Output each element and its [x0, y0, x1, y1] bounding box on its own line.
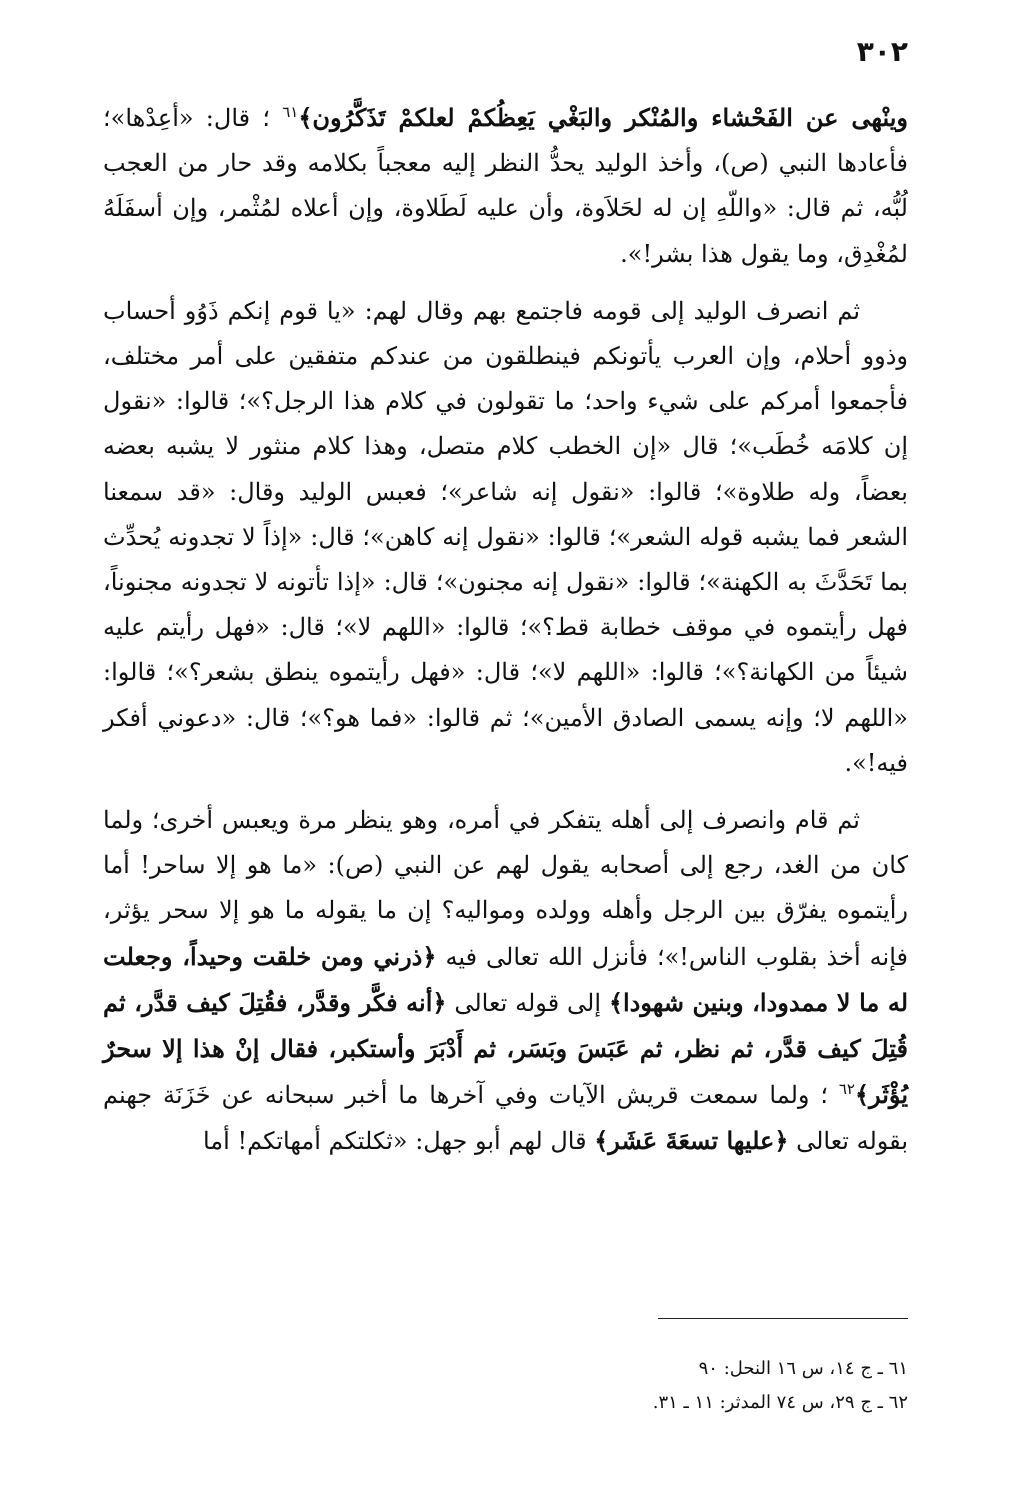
- footnote-62: ٦٢ ـ ج ٢٩، س ٧٤ المدثر: ١١ ـ ٣١.: [652, 1392, 908, 1413]
- footnote-divider: [658, 1318, 908, 1319]
- page-number: ٣٠٢: [856, 35, 908, 68]
- paragraph-text: إلى قوله تعالى: [454, 988, 602, 1017]
- quran-verse: ﴿أنه فكَّر وقدَّر، فقُتِلَ كيف قدَّر، ثم قُتِلَ كيف قدَّر، ثم نظر، ثم عَبَسَ وبَسَر، ثم أَدْبَرَ وأستكبر، فقال إنْ هذا إلا سحرٌ يُؤْثَر﴾: [103, 987, 908, 1110]
- footnote-reference[interactable]: ٦٢: [838, 1080, 855, 1099]
- paragraph-text: قال لهم أبو جهل: «ثكلتكم أمهاتكم! أما: [202, 1127, 587, 1156]
- paragraph-2: [103, 289, 908, 786]
- quran-verse: ﴿ذرني ومن خلقت وحيداً، وجعلت له ما لا ممدودا، وبنين شهودا﴾: [103, 941, 909, 1017]
- footnotes: [103, 1352, 908, 1420]
- paragraph-text: ؛ ولما سمعت قريش الآيات وفي آخرها ما أخبر سبحانه عن خَزَنَة جهنم بقوله تعالى: [103, 1081, 908, 1156]
- paragraph-1: [103, 95, 908, 277]
- quran-verse: وينْهى عن الفَحْشاء والمُنْكر والبَغْي يَعِظُكمْ لعلكمْ تَذَكَّرُون﴾: [298, 103, 908, 132]
- paragraph-text: ؛ قال: «أعِدْها»؛ فأعادها النبي (ص)، وأخذ الوليد يحدُّ النظر إليه معجباً بكلامه وقد حار من العجب لُبُّه، ثم قال: «واللّهِ إن له لحَلاَوة، وأن عليه لَطَلاوة، وإن أعلاه لمُثْمر، وإن أسفَلَهُ لمُغْدِق، وما يقول هذا بشر!».: [103, 104, 908, 268]
- main-text: [103, 95, 908, 1177]
- paragraph-3: [103, 798, 908, 1165]
- paragraph-text: ثم قام وانصرف إلى أهله يتفكر في أمره، وهو ينظر مرة ويعبس أخرى؛ ولما كان من الغد، رجع إلى أصحابه يقول لهم عن النبي (ص): «ما هو إلا ساحر! أما رأيتموه يفرّق بين الرجل وأهله وولده ومواليه؟ إن ما يقوله ما هو إلا سحر يؤثر، فإنه أخذ بقلوب الناس!»؛ فأنزل الله تعالى فيه: [103, 806, 908, 971]
- paragraph-text: ثم انصرف الوليد إلى قومه فاجتمع بهم وقال لهم: «يا قوم إنكم ذَوُو أحساب وذوو أحلام، وإن العرب يأتونكم فينطلقون من عندكم متفقين على أمر مختلف، فأجمعوا أمركم على شيء واحد؛ ما تقولون في كلام هذا الرجل؟»؛ قالوا: «نقول إن كلامَه خُطَب»؛ قال «إن الخطب كلام متصل، وهذا كلام منثور لا يشبه بعضه بعضاً، وله طلاوة»؛ قالوا: «نقول إنه شاعر»؛ فعبس الوليد وقال: «قد سمعنا الشعر فما يشبه قوله الشعر»؛ قالوا: «نقول إنه كاهن»؛ قال: «إذاً لا تجدونه يُحدِّث بما تَحَدَّثَ به الكهنة»؛ قالوا: «نقول إنه مجنون»؛ قال: «إذا تأتونه لا تجدونه مجنوناً، فهل رأيتموه في موقف خطابة قط؟»؛ قالوا: «اللهم لا»؛ قال: «فهل رأيتم عليه شيئاً من الكهانة؟»؛ قالوا: «اللهم لا»؛ قال: «فهل رأيتموه ينطق بشعر؟»؛ قالوا: «اللهم لا؛ وإنه يسمى الصادق الأمين»؛ ثم قالوا: «فما هو؟»؛ قال: «دعوني أفكر فيه!».: [103, 296, 908, 777]
- footnote-reference[interactable]: ٦١: [282, 103, 299, 121]
- footnote-61: ٦١ ـ ج ١٤، س ١٦ النحل: ٩٠: [698, 1358, 908, 1379]
- quran-verse: ﴿عليها تسعَةَ عَشَر﴾: [594, 1126, 789, 1156]
